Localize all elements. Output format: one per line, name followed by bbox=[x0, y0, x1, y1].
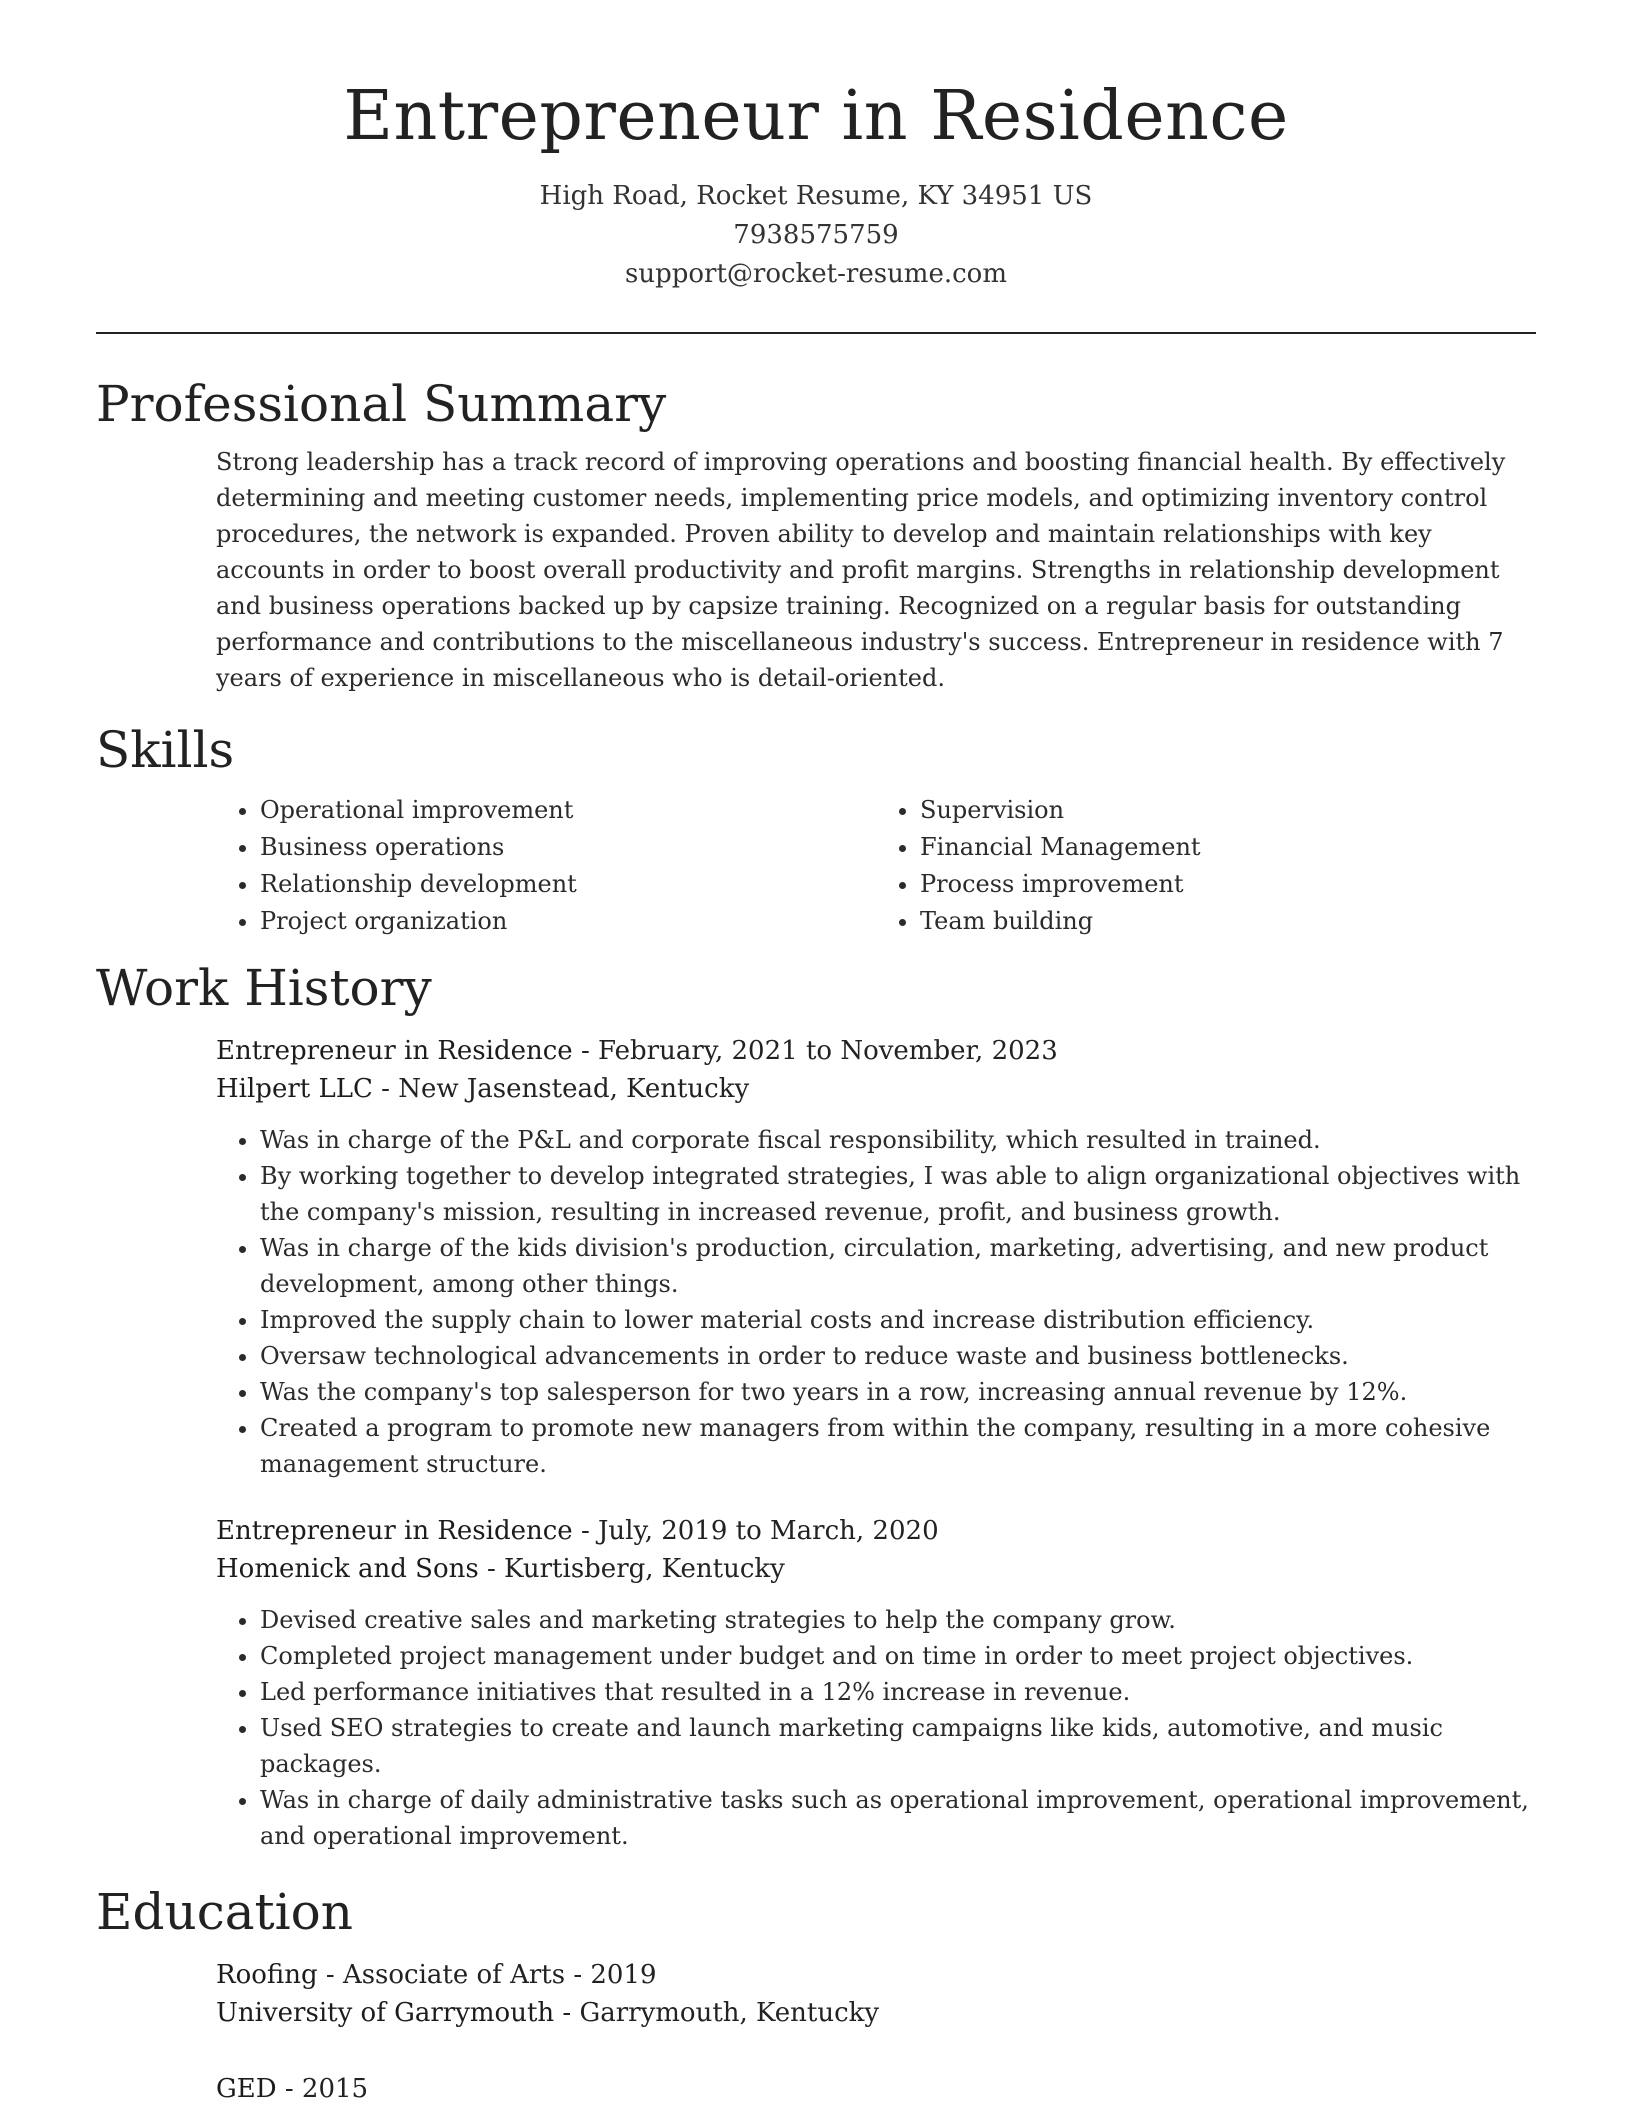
job-entry bbox=[216, 1032, 1536, 1482]
summary-section bbox=[216, 444, 1536, 696]
education-school: University of Garrymouth bbox=[216, 1997, 555, 2028]
job-bullets bbox=[216, 1122, 1536, 1482]
education-field: Roofing bbox=[216, 1959, 318, 1990]
job-bullet: • Was in charge of daily administrative tasks such as operational improvement, operational improvement, and operational improvement. bbox=[260, 1782, 1536, 1854]
skill-item: • Operational improvement bbox=[260, 792, 876, 829]
skill-item: • Team building bbox=[920, 903, 1536, 940]
education-degree: - 2015 bbox=[276, 2073, 369, 2104]
skill-item: • Process improvement bbox=[920, 866, 1536, 903]
job-company-line bbox=[216, 1550, 1536, 1588]
job-role: Entrepreneur in Residence bbox=[216, 1515, 573, 1546]
skill-item: • Supervision bbox=[920, 792, 1536, 829]
job-title-line bbox=[216, 1512, 1536, 1550]
summary-heading: Professional Summary bbox=[96, 374, 667, 433]
resume-page bbox=[96, 0, 1536, 2108]
job-company-line bbox=[216, 1070, 1536, 1108]
job-title-line bbox=[216, 1032, 1536, 1070]
job-bullet: • Created a program to promote new managers from within the company, resulting in a more cohesive management structure. bbox=[260, 1410, 1536, 1482]
job-dates: - February, 2021 to November, 2023 bbox=[572, 1035, 1058, 1066]
education-degree-line bbox=[216, 2070, 1536, 2108]
skill-item: • Project organization bbox=[260, 903, 876, 940]
job-bullet: • Devised creative sales and marketing strategies to help the company grow. bbox=[260, 1602, 1536, 1638]
skills-list-right bbox=[876, 792, 1536, 940]
job-company: Homenick and Sons bbox=[216, 1553, 479, 1584]
contact-address: High Road, Rocket Resume, KY 34951 US bbox=[539, 180, 1093, 211]
skills-heading: Skills bbox=[96, 720, 235, 779]
skills-grid bbox=[216, 792, 1536, 940]
skills-section bbox=[216, 792, 1536, 940]
job-location: - New Jasenstead, Kentucky bbox=[372, 1073, 750, 1104]
candidate-name: Entrepreneur in Residence bbox=[343, 77, 1289, 156]
education-location: - Garrymouth, Kentucky bbox=[554, 1997, 880, 2028]
education-heading: Education bbox=[96, 1882, 353, 1941]
education-degree: - Associate of Arts - 2019 bbox=[317, 1959, 657, 1990]
skill-item: • Relationship development bbox=[260, 866, 876, 903]
work-history-heading: Work History bbox=[96, 958, 432, 1017]
job-company: Hilpert LLC bbox=[216, 1073, 373, 1104]
job-bullet: • By working together to develop integrated strategies, I was able to align organizational objectives with the company's mission, resulting in increased revenue, profit, and business growth. bbox=[260, 1158, 1536, 1230]
education-entry bbox=[216, 1956, 1536, 2032]
job-location: - Kurtisberg, Kentucky bbox=[478, 1553, 785, 1584]
job-bullets bbox=[216, 1602, 1536, 1854]
job-bullet: • Was in charge of the kids division's production, circulation, marketing, advertising, and new product development, among other things. bbox=[260, 1230, 1536, 1302]
job-dates: - July, 2019 to March, 2020 bbox=[572, 1515, 939, 1546]
job-entry bbox=[216, 1512, 1536, 1854]
job-role: Entrepreneur in Residence bbox=[216, 1035, 573, 1066]
education-field: GED bbox=[216, 2073, 277, 2104]
header-divider bbox=[96, 332, 1536, 334]
job-bullet: • Oversaw technological advancements in order to reduce waste and business bottlenecks. bbox=[260, 1338, 1536, 1374]
education-school-line bbox=[216, 1994, 1536, 2032]
education-entry bbox=[216, 2070, 1536, 2108]
job-bullet: • Led performance initiatives that resulted in a 12% increase in revenue. bbox=[260, 1674, 1536, 1710]
summary-text: Strong leadership has a track record of improving operations and boosting financial health. By effectively determining and meeting customer needs, implementing price models, and optimizing inventory control procedures, the network is expanded. Proven ability to develop and maintain relationships with key accounts in order to boost overall productivity and profit margins. Strengths in relationship development and business operations backed up by capsize training. Recognized on a regular basis for outstanding performance and contributions to the miscellaneous industry's success. Entrepreneur in residence with 7 years of experience in miscellaneous who is detail-oriented. bbox=[216, 447, 1506, 692]
contact-email: support@rocket-resume.com bbox=[624, 258, 1007, 289]
job-bullet: • Improved the supply chain to lower material costs and increase distribution efficiency. bbox=[260, 1302, 1536, 1338]
job-bullet: • Was in charge of the P&L and corporate fiscal responsibility, which resulted in trained. bbox=[260, 1122, 1536, 1158]
education-degree-line bbox=[216, 1956, 1536, 1994]
skill-item: • Financial Management bbox=[920, 829, 1536, 866]
education-section bbox=[216, 1956, 1536, 2108]
skills-list-left bbox=[216, 792, 876, 940]
resume-header bbox=[96, 0, 1536, 294]
job-bullet: • Used SEO strategies to create and launch marketing campaigns like kids, automotive, and music packages. bbox=[260, 1710, 1536, 1782]
job-bullet: • Completed project management under budget and on time in order to meet project objectives. bbox=[260, 1638, 1536, 1674]
job-bullet: • Was the company's top salesperson for two years in a row, increasing annual revenue by 12%. bbox=[260, 1374, 1536, 1410]
work-history-section bbox=[216, 1032, 1536, 1854]
skill-item: • Business operations bbox=[260, 829, 876, 866]
contact-phone: 7938575759 bbox=[733, 219, 899, 250]
